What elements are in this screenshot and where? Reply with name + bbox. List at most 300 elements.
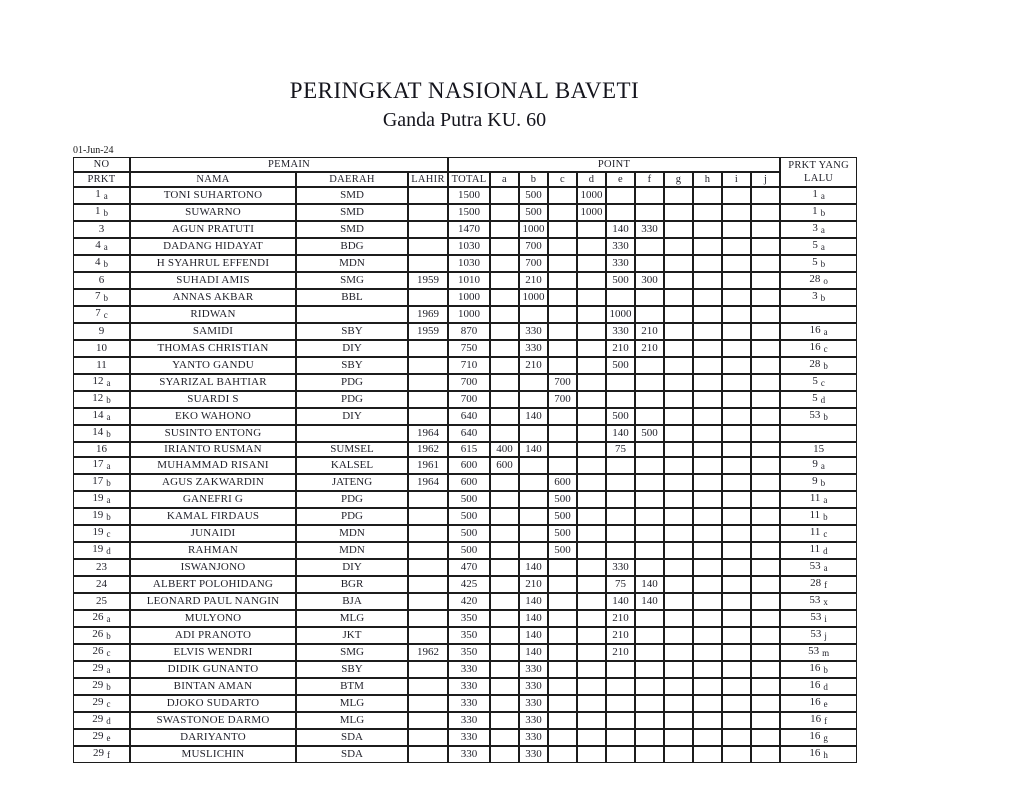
point-h-cell xyxy=(693,306,722,323)
point-g-cell xyxy=(664,610,693,627)
table-row xyxy=(73,442,857,457)
point-e-cell: 140 xyxy=(606,221,635,238)
point-a-cell xyxy=(490,729,519,746)
rank-letter: c xyxy=(106,648,111,658)
point-c-cell xyxy=(548,644,577,661)
point-j-cell xyxy=(751,408,780,425)
rank-letter: j xyxy=(824,631,827,641)
header-point-i: i xyxy=(722,172,751,187)
lahir-cell xyxy=(408,357,448,374)
point-j-cell xyxy=(751,576,780,593)
lahir-cell xyxy=(408,289,448,306)
rank-letter: d xyxy=(823,682,828,692)
page-title: PERINGKAT NASIONAL BAVETI xyxy=(289,78,640,103)
point-j-cell xyxy=(751,306,780,323)
point-j-cell xyxy=(751,678,780,695)
header-row-1 xyxy=(73,157,857,172)
no-prkt-cell xyxy=(73,661,130,678)
point-g-cell xyxy=(664,187,693,204)
no-prkt-cell xyxy=(73,678,130,695)
point-h-cell xyxy=(693,644,722,661)
rank-number: 9 xyxy=(98,325,105,337)
point-i-cell xyxy=(722,442,751,457)
table-row xyxy=(73,425,857,442)
point-f-cell xyxy=(635,255,664,272)
rank-number: 7 xyxy=(95,290,101,302)
point-a-cell xyxy=(490,187,519,204)
point-e-cell: 75 xyxy=(606,442,635,457)
nama-cell: MUHAMMAD RISANI xyxy=(130,457,296,474)
table-row xyxy=(73,408,857,425)
point-f-cell xyxy=(635,695,664,712)
point-j-cell xyxy=(751,357,780,374)
point-h-cell xyxy=(693,187,722,204)
rank-letter: c xyxy=(106,699,111,709)
daerah-cell: SMG xyxy=(296,272,408,289)
rank-number: 29 xyxy=(92,696,104,708)
point-a-cell xyxy=(490,391,519,408)
rank-number: 11 xyxy=(96,359,107,371)
point-g-cell xyxy=(664,442,693,457)
rank-number: 5 xyxy=(812,256,818,268)
point-e-cell xyxy=(606,491,635,508)
rank-letter: c xyxy=(103,310,108,320)
point-g-cell xyxy=(664,221,693,238)
point-h-cell xyxy=(693,695,722,712)
rank-number: 9 xyxy=(812,458,818,470)
point-a-cell xyxy=(490,695,519,712)
point-j-cell xyxy=(751,593,780,610)
nama-cell: ELVIS WENDRI xyxy=(130,644,296,661)
prkt-lalu-cell xyxy=(780,729,857,746)
total-cell: 640 xyxy=(448,425,490,442)
rank-letter: a xyxy=(106,461,111,471)
total-cell: 330 xyxy=(448,729,490,746)
rank-letter: m xyxy=(822,648,830,658)
point-c-cell xyxy=(548,408,577,425)
daerah-cell: MLG xyxy=(296,610,408,627)
point-e-cell: 1000 xyxy=(606,306,635,323)
rank-number: 16 xyxy=(809,747,821,759)
point-h-cell xyxy=(693,340,722,357)
point-h-cell xyxy=(693,559,722,576)
rank-letter: d xyxy=(106,546,111,556)
rank-number: 1 xyxy=(812,188,818,200)
point-f-cell xyxy=(635,204,664,221)
total-cell: 1470 xyxy=(448,221,490,238)
nama-cell: ANNAS AKBAR xyxy=(130,289,296,306)
point-f-cell xyxy=(635,559,664,576)
header-total: TOTAL xyxy=(448,172,490,187)
table-row xyxy=(73,610,857,627)
lahir-cell xyxy=(408,593,448,610)
point-d-cell xyxy=(577,644,606,661)
rank-letter: a xyxy=(106,412,111,422)
point-e-cell xyxy=(606,746,635,763)
lahir-cell xyxy=(408,695,448,712)
point-c-cell xyxy=(548,746,577,763)
rank-number: 3 xyxy=(98,223,105,235)
point-a-cell xyxy=(490,340,519,357)
no-prkt-cell xyxy=(73,391,130,408)
prkt-lalu-cell xyxy=(780,187,857,204)
point-h-cell xyxy=(693,272,722,289)
point-j-cell xyxy=(751,729,780,746)
point-i-cell xyxy=(722,661,751,678)
point-j-cell xyxy=(751,289,780,306)
point-f-cell xyxy=(635,746,664,763)
no-prkt-cell xyxy=(73,508,130,525)
table-row xyxy=(73,306,857,323)
point-h-cell xyxy=(693,508,722,525)
point-h-cell xyxy=(693,661,722,678)
point-d-cell xyxy=(577,593,606,610)
point-a-cell xyxy=(490,306,519,323)
nama-cell: MULYONO xyxy=(130,610,296,627)
rank-letter: b xyxy=(823,361,828,371)
point-h-cell xyxy=(693,457,722,474)
nama-cell: SUWARNO xyxy=(130,204,296,221)
nama-cell: ADI PRANOTO xyxy=(130,627,296,644)
total-cell: 1030 xyxy=(448,255,490,272)
point-c-cell: 500 xyxy=(548,542,577,559)
rank-number: 25 xyxy=(96,595,107,607)
daerah-cell: SMG xyxy=(296,644,408,661)
point-a-cell xyxy=(490,374,519,391)
point-b-cell: 1000 xyxy=(519,289,548,306)
point-h-cell xyxy=(693,678,722,695)
no-prkt-cell xyxy=(73,729,130,746)
rank-letter: f xyxy=(824,716,828,726)
point-b-cell: 330 xyxy=(519,661,548,678)
nama-cell: ALBERT POLOHIDANG xyxy=(130,576,296,593)
rank-letter: b xyxy=(820,293,826,303)
rank-letter: a xyxy=(106,614,111,624)
rank-number: 29 xyxy=(93,747,104,759)
point-i-cell xyxy=(722,644,751,661)
point-a-cell xyxy=(490,238,519,255)
lahir-cell xyxy=(408,374,448,391)
point-c-cell xyxy=(548,627,577,644)
point-e-cell xyxy=(606,525,635,542)
point-c-cell xyxy=(548,610,577,627)
rank-letter: b xyxy=(823,412,828,422)
daerah-cell: BBL xyxy=(296,289,408,306)
rank-number: 28 xyxy=(809,358,821,370)
rank-number: 1 xyxy=(95,188,101,200)
point-c-cell xyxy=(548,340,577,357)
point-g-cell xyxy=(664,204,693,221)
total-cell: 425 xyxy=(448,576,490,593)
point-f-cell xyxy=(635,289,664,306)
daerah-cell: MDN xyxy=(296,542,408,559)
no-prkt-cell xyxy=(73,491,130,508)
point-h-cell xyxy=(693,729,722,746)
nama-cell: SUSINTO ENTONG xyxy=(130,425,296,442)
rank-number: 15 xyxy=(813,443,825,455)
point-b-cell: 330 xyxy=(519,695,548,712)
lahir-cell xyxy=(408,559,448,576)
rank-letter: a xyxy=(823,327,828,337)
point-i-cell xyxy=(722,221,751,238)
point-e-cell xyxy=(606,729,635,746)
rank-letter: b xyxy=(106,682,111,692)
prkt-lalu-cell xyxy=(780,593,857,610)
point-h-cell xyxy=(693,238,722,255)
point-f-cell xyxy=(635,442,664,457)
point-j-cell xyxy=(751,610,780,627)
point-b-cell: 330 xyxy=(519,746,548,763)
prkt-lalu-cell xyxy=(780,323,857,340)
point-d-cell xyxy=(577,576,606,593)
rank-letter: c xyxy=(823,529,828,539)
point-f-cell xyxy=(635,491,664,508)
rank-letter: b xyxy=(823,665,828,675)
prkt-lalu-cell xyxy=(780,644,857,661)
point-e-cell xyxy=(606,204,635,221)
point-a-cell xyxy=(490,542,519,559)
point-c-cell xyxy=(548,661,577,678)
point-a-cell xyxy=(490,508,519,525)
prkt-lalu-cell xyxy=(780,508,857,525)
no-prkt-cell xyxy=(73,323,130,340)
lahir-cell: 1961 xyxy=(408,457,448,474)
table-row xyxy=(73,238,857,255)
point-h-cell xyxy=(693,323,722,340)
point-g-cell xyxy=(664,357,693,374)
header-point-h: h xyxy=(693,172,722,187)
prkt-lalu-cell xyxy=(780,610,857,627)
point-c-cell xyxy=(548,442,577,457)
table-row xyxy=(73,627,857,644)
point-g-cell xyxy=(664,559,693,576)
point-j-cell xyxy=(751,187,780,204)
total-cell: 710 xyxy=(448,357,490,374)
rank-number: 16 xyxy=(809,341,821,353)
point-e-cell: 210 xyxy=(606,644,635,661)
rank-number: 26 xyxy=(92,611,104,623)
rank-letter: b xyxy=(106,512,111,522)
header-prkt-yang-lalu xyxy=(780,157,857,187)
point-d-cell xyxy=(577,712,606,729)
table-row xyxy=(73,323,857,340)
rank-number: 1 xyxy=(95,205,101,217)
point-f-cell xyxy=(635,644,664,661)
no-prkt-cell xyxy=(73,610,130,627)
total-cell: 600 xyxy=(448,474,490,491)
rank-letter: a xyxy=(820,461,825,471)
rank-letter: a xyxy=(106,378,111,388)
table-row xyxy=(73,525,857,542)
point-h-cell xyxy=(693,374,722,391)
point-d-cell xyxy=(577,729,606,746)
point-a-cell xyxy=(490,610,519,627)
point-j-cell xyxy=(751,525,780,542)
point-h-cell xyxy=(693,474,722,491)
rank-number: 3 xyxy=(812,290,818,302)
no-prkt-cell xyxy=(73,695,130,712)
point-a-cell xyxy=(490,576,519,593)
nama-cell: EKO WAHONO xyxy=(130,408,296,425)
point-a-cell xyxy=(490,204,519,221)
lahir-cell: 1959 xyxy=(408,323,448,340)
table-row xyxy=(73,221,857,238)
total-cell: 1000 xyxy=(448,289,490,306)
lahir-cell xyxy=(408,491,448,508)
point-e-cell xyxy=(606,508,635,525)
point-d-cell xyxy=(577,457,606,474)
lahir-cell: 1964 xyxy=(408,425,448,442)
point-d-cell xyxy=(577,221,606,238)
rank-letter: c xyxy=(106,529,111,539)
point-f-cell xyxy=(635,357,664,374)
daerah-cell: JKT xyxy=(296,627,408,644)
point-h-cell xyxy=(693,746,722,763)
lahir-cell xyxy=(408,542,448,559)
point-h-cell xyxy=(693,391,722,408)
no-prkt-cell xyxy=(73,238,130,255)
point-j-cell xyxy=(751,695,780,712)
point-j-cell xyxy=(751,474,780,491)
no-prkt-cell xyxy=(73,576,130,593)
point-e-cell xyxy=(606,695,635,712)
point-d-cell xyxy=(577,474,606,491)
table-body xyxy=(73,187,857,763)
table-header xyxy=(73,157,857,187)
total-cell: 350 xyxy=(448,610,490,627)
prkt-lalu-cell xyxy=(780,746,857,763)
table-row xyxy=(73,340,857,357)
point-b-cell xyxy=(519,457,548,474)
point-e-cell: 210 xyxy=(606,340,635,357)
total-cell: 500 xyxy=(448,542,490,559)
point-f-cell xyxy=(635,661,664,678)
daerah-cell: BGR xyxy=(296,576,408,593)
total-cell: 350 xyxy=(448,644,490,661)
point-b-cell xyxy=(519,508,548,525)
table-row xyxy=(73,357,857,374)
point-a-cell xyxy=(490,559,519,576)
lahir-cell xyxy=(408,187,448,204)
point-a-cell xyxy=(490,678,519,695)
rank-number: 5 xyxy=(812,239,818,251)
table-row xyxy=(73,678,857,695)
total-cell: 1010 xyxy=(448,272,490,289)
point-e-cell xyxy=(606,391,635,408)
table-row xyxy=(73,559,857,576)
rank-number: 16 xyxy=(809,730,821,742)
daerah-cell: MLG xyxy=(296,712,408,729)
rank-letter: c xyxy=(823,344,828,354)
point-a-cell xyxy=(490,525,519,542)
daerah-cell xyxy=(296,425,408,442)
point-i-cell xyxy=(722,559,751,576)
rank-letter: b xyxy=(820,208,826,218)
point-c-cell xyxy=(548,204,577,221)
prkt-lalu-cell xyxy=(780,576,857,593)
point-a-cell xyxy=(490,221,519,238)
no-prkt-cell xyxy=(73,627,130,644)
point-h-cell xyxy=(693,627,722,644)
prkt-lalu-cell xyxy=(780,357,857,374)
total-cell: 330 xyxy=(448,746,490,763)
rank-letter: h xyxy=(823,750,828,760)
point-d-cell xyxy=(577,323,606,340)
rank-letter: d xyxy=(820,395,826,405)
point-f-cell: 210 xyxy=(635,340,664,357)
total-cell: 700 xyxy=(448,374,490,391)
point-c-cell xyxy=(548,593,577,610)
point-i-cell xyxy=(722,306,751,323)
point-b-cell: 140 xyxy=(519,610,548,627)
table-row xyxy=(73,289,857,306)
nama-cell: LEONARD PAUL NANGIN xyxy=(130,593,296,610)
rank-letter: g xyxy=(823,733,828,743)
point-b-cell: 500 xyxy=(519,187,548,204)
nama-cell: IRIANTO RUSMAN xyxy=(130,442,296,457)
point-d-cell xyxy=(577,491,606,508)
lahir-cell: 1969 xyxy=(408,306,448,323)
lahir-cell xyxy=(408,255,448,272)
point-j-cell xyxy=(751,542,780,559)
prkt-lalu-cell xyxy=(780,474,857,491)
no-prkt-cell xyxy=(73,425,130,442)
prkt-lalu-cell xyxy=(780,542,857,559)
rank-number: 26 xyxy=(92,645,104,657)
header-prkt-yang-lalu-line2: LALU xyxy=(804,173,834,184)
lahir-cell xyxy=(408,204,448,221)
prkt-lalu-cell xyxy=(780,289,857,306)
page-subtitle: Ganda Putra KU. 60 xyxy=(382,109,547,131)
table-row xyxy=(73,508,857,525)
point-d-cell xyxy=(577,357,606,374)
prkt-lalu-cell xyxy=(780,442,857,457)
point-e-cell: 500 xyxy=(606,408,635,425)
header-point-j: j xyxy=(751,172,780,187)
rank-letter: a xyxy=(823,495,828,505)
nama-cell: JUNAIDI xyxy=(130,525,296,542)
point-f-cell: 140 xyxy=(635,576,664,593)
header-row-2 xyxy=(73,172,857,187)
point-d-cell xyxy=(577,627,606,644)
rank-number: 26 xyxy=(92,628,104,640)
point-h-cell xyxy=(693,576,722,593)
point-h-cell xyxy=(693,408,722,425)
point-d-cell xyxy=(577,746,606,763)
nama-cell: DADANG HIDAYAT xyxy=(130,238,296,255)
total-cell: 500 xyxy=(448,491,490,508)
point-f-cell xyxy=(635,712,664,729)
no-prkt-cell xyxy=(73,525,130,542)
point-d-cell xyxy=(577,272,606,289)
point-b-cell xyxy=(519,391,548,408)
point-b-cell: 140 xyxy=(519,644,548,661)
daerah-cell: BTM xyxy=(296,678,408,695)
point-a-cell xyxy=(490,272,519,289)
point-e-cell: 330 xyxy=(606,323,635,340)
total-cell: 500 xyxy=(448,525,490,542)
point-b-cell: 330 xyxy=(519,340,548,357)
rank-number: 11 xyxy=(809,492,821,504)
point-b-cell: 210 xyxy=(519,357,548,374)
point-e-cell xyxy=(606,374,635,391)
prkt-lalu-cell xyxy=(780,525,857,542)
rank-letter: x xyxy=(823,597,828,607)
nama-cell: THOMAS CHRISTIAN xyxy=(130,340,296,357)
point-b-cell: 140 xyxy=(519,408,548,425)
table-row xyxy=(73,391,857,408)
rank-letter: e xyxy=(823,699,828,709)
